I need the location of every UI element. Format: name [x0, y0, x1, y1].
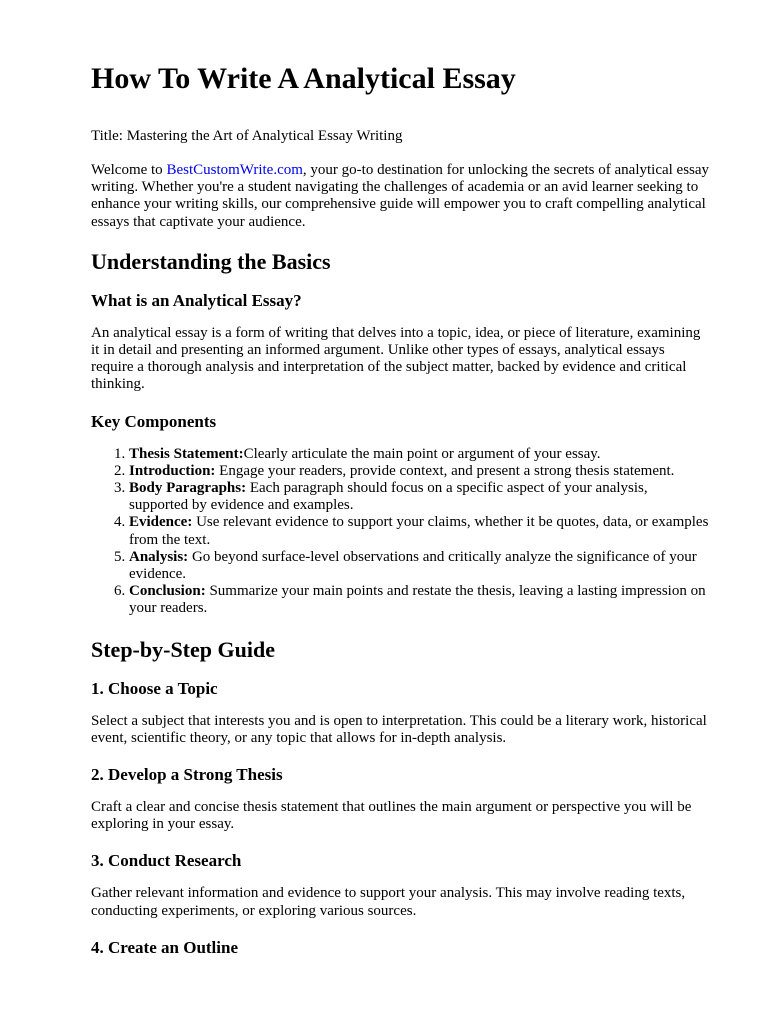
- component-term: Thesis Statement:: [129, 445, 244, 462]
- step-paragraph: Gather relevant information and evidence to support your analysis. This may involve reading texts, conducting experiments, or exploring various sources.: [91, 885, 686, 919]
- intro-prefix: Welcome to: [91, 162, 167, 178]
- bestcustomwrite-link[interactable]: BestCustomWrite.com: [166, 162, 303, 178]
- component-term: Introduction:: [129, 462, 216, 479]
- list-item: [129, 549, 710, 583]
- document-subtitle: Title: Mastering the Art of Analytical Essay Writing: [91, 128, 403, 144]
- list-item: [129, 480, 710, 514]
- component-term: Analysis:: [129, 548, 189, 565]
- component-text: Clearly articulate the main point or argument of your essay.: [243, 445, 601, 462]
- subheading-what-is: What is an Analytical Essay?: [91, 290, 302, 310]
- step-heading: 2. Develop a Strong Thesis: [91, 765, 283, 785]
- component-text: Each paragraph should focus on a specific aspect of your analysis, supported by evidence and examples.: [129, 480, 648, 514]
- section-heading-basics: Understanding the Basics: [91, 248, 331, 274]
- step-heading: 3. Conduct Research: [91, 851, 242, 871]
- list-item: [129, 463, 710, 480]
- component-text: Use relevant evidence to support your claims, whether it be quotes, data, or examples from the text.: [129, 514, 709, 548]
- component-term: Conclusion:: [129, 583, 206, 600]
- list-item: [129, 446, 710, 463]
- list-item: [129, 514, 710, 548]
- intro-paragraph: [91, 162, 710, 231]
- step-heading: 1. Choose a Topic: [91, 678, 218, 698]
- step-paragraph: Craft a clear and concise thesis statement that outlines the main argument or perspective you will be exploring in your essay.: [91, 799, 692, 833]
- component-text: Go beyond surface-level observations and critically analyze the significance of your evidence.: [129, 548, 697, 583]
- page-title: How To Write A Analytical Essay: [91, 62, 516, 95]
- step-paragraph: Select a subject that interests you and is open to interpretation. This could be a literary work, historical event, scientific theory, or any topic that allows for in-depth analysis.: [91, 712, 707, 746]
- subheading-key-components: Key Components: [91, 411, 217, 431]
- section-heading-guide: Step-by-Step Guide: [91, 636, 275, 662]
- intro-suffix: , your go-to destination for unlocking the secrets of analytical essay writing. Whether you're a student navigating the challenges of academia or an avid learner seeking to enhance your writing skills, our comprehensive guide will empower you to craft compelling analytical essays that captivate your audience.: [91, 162, 710, 230]
- what-is-paragraph: An analytical essay is a form of writing that delves into a topic, idea, or piece of literature, examining it in detail and presenting an informed argument. Unlike other types of essays, analytical essays require a thorough analysis and interpretation of the subject matter, backed by evidence and critical thinking.: [91, 324, 701, 393]
- list-item: [129, 583, 710, 617]
- component-text: Engage your readers, provide context, and present a strong thesis statement.: [215, 462, 675, 479]
- components-list: [91, 446, 710, 618]
- step-heading: 4. Create an Outline: [91, 937, 239, 957]
- component-text: Summarize your main points and restate the thesis, leaving a lasting impression on your readers.: [129, 583, 706, 617]
- component-term: Evidence:: [129, 514, 193, 531]
- component-term: Body Paragraphs:: [129, 480, 247, 497]
